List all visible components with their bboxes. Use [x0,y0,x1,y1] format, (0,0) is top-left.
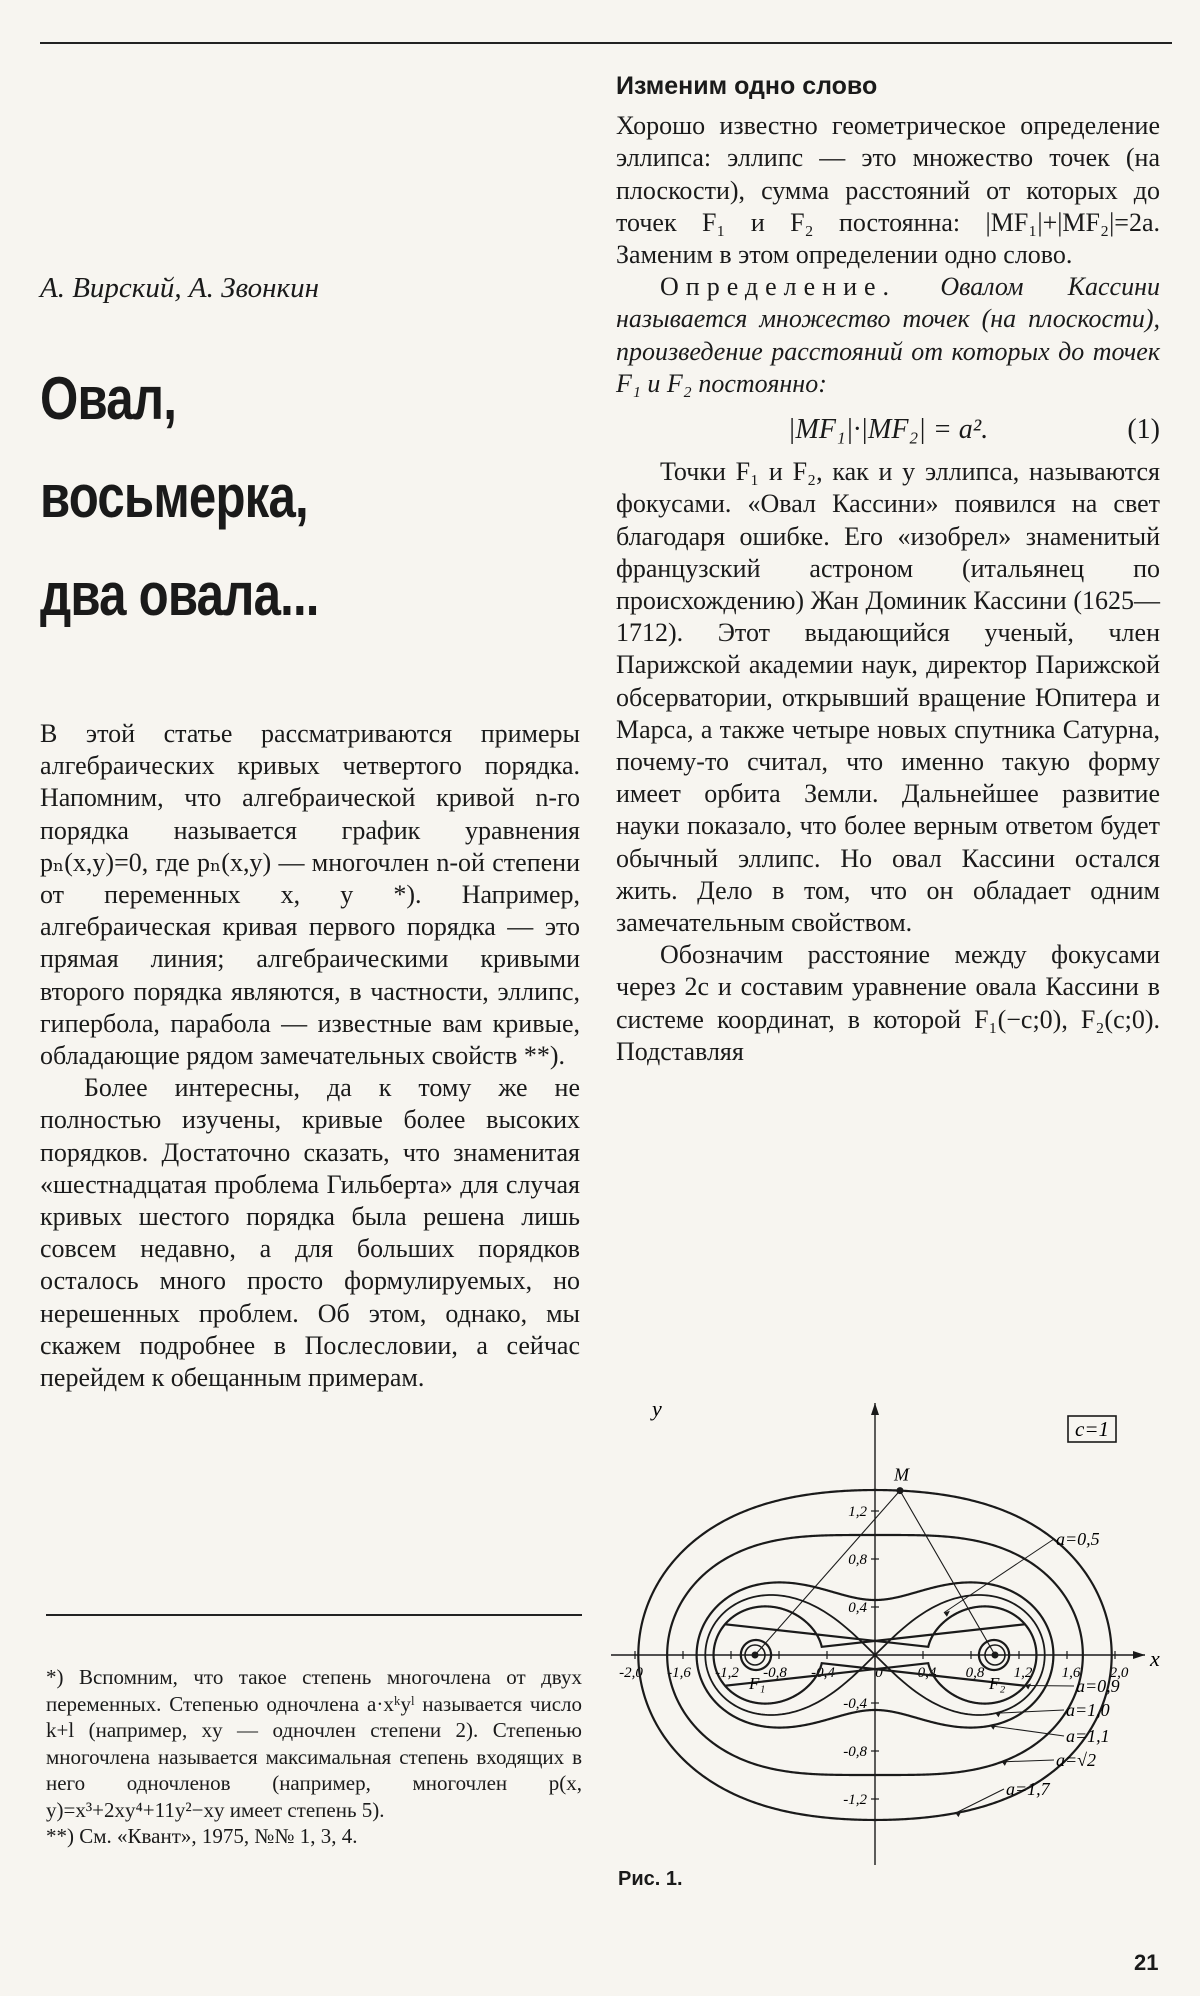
history-paragraph: Точки F₁ и F₂, как и у эллипса, называются фокусами. «Овал Кассини» появился на свет благодаря ошибке. Его «изобрел» знаменитый французский астроном (итальянец по происхождению) Жан Доминик Кассини (1625—1712). Этот выдающийся ученый, член Парижской академии наук, директор Парижской обсерватории, открывший вращение Юпитера и Марса, а также четыре новых спутника Сатурна, почему-то считал, что именно такую форму имеет орбита Земли. Дальнейшее развитие науки показало, что более верным ответом будет обычный эллипс. Но овал Кассини остался жить. Дело в том, что он обладает одним замечательным свойством. [616,457,1160,938]
y-tick-label: 0,4 [848,1600,867,1616]
x-tick-label: 0,4 [917,1665,937,1681]
cassini-ovals-figure [590,1380,1190,1880]
x-tick-label: 1,2 [1013,1665,1033,1681]
y-tick-label: 1,2 [848,1504,867,1520]
segment-MF1 [755,1491,900,1655]
definition-label: Определение. [660,272,897,302]
footnote-rule [46,1614,582,1616]
curve-label: a=√2 [1056,1750,1097,1770]
article-title [40,350,319,644]
equation-paragraph: Обозначим расстояние между фокусами через 2c и составим уравнение овала Кассини в системе координат, в которой F₁(−c;0), F₂(c;0). Подставляя [616,940,1160,1066]
point-M [896,1487,903,1494]
y-axis-label: y [652,1396,662,1421]
section-heading: Изменим одно слово [616,72,878,100]
focus-label: F₂ [989,1674,1006,1693]
x-tick-label: 1,6 [1061,1665,1081,1681]
title-line-3: два овала... [40,561,319,628]
definition-text: Овалом Кассини называется множество точек (на плоскости), произведение расстояний от которых до точек F₁ и F₂ постоянно: [616,272,1160,398]
x-tick-label: 2,0 [1109,1665,1129,1681]
title-line-1: Овал, [40,365,177,432]
page-number: 21 [1134,1950,1159,1975]
y-tick-label: -0,4 [843,1696,867,1712]
c-label: c=1 [1075,1417,1109,1441]
y-tick-label: 0,8 [848,1552,867,1568]
curve-label: a=0,5 [1056,1529,1100,1549]
footnotes [46,1664,582,1850]
curve-label: a=1,1 [1066,1726,1110,1746]
x-tick-label: 0,8 [965,1665,985,1681]
x-tick-label: -2,0 [619,1665,643,1681]
top-rule [40,42,1172,44]
x-tick-label: -0,4 [811,1665,835,1681]
x-tick-label: -0,8 [763,1665,787,1681]
left-column [40,718,580,1394]
x-axis-arrow [1133,1651,1145,1659]
curve-label: a=0,9 [1076,1676,1120,1696]
y-tick-label: -1,2 [843,1792,867,1808]
figure-content [611,1396,1160,1865]
x-tick-label: -1,6 [667,1665,691,1681]
curve-label: a=1,0 [1066,1700,1110,1720]
intro-paragraph: В этой статье рассматриваются примеры алгебраических кривых четвертого порядка. Напомним, что алгебраической кривой n-го порядка называется график уравнения pₙ(x,y)=0, где pₙ(x,y) — многочлен n-ой степени от переменных x, y *). Например, алгебраическая кривая первого порядка — это прямая линия; алгебраическими кривыми второго порядка являются, в частности, эллипс, гипербола, парабола — известные вам кривые, обладающие рядом замечательных свойств **). [40,719,580,1071]
footnote-2: **) См. «Квант», 1975, №№ 1, 3, 4. [46,1824,358,1848]
figure-caption: Рис. 1. [618,1868,683,1890]
focus-label: F₁ [749,1674,766,1693]
leader-line [1002,1760,1054,1762]
second-paragraph: Более интересны, да к тому же не полностью изучены, кривые более высоких порядков. Достаточно сказать, что знаменитая «шестнадцатая проблема Гильберта» для случая кривых шестого порядка была решена лишь совсем недавно, а для больших порядков осталось много просто формулируемых, но нерешенных проблем. Об этом, однако, мы скажем подробнее в Послесловии, а сейчас перейдем к обещанным примерам. [40,1073,580,1393]
formula-text: |MF₁|·|MF₂| = a². [787,414,989,446]
definition-paragraph [616,271,1160,400]
footnote-1: *) Вспомним, что такое степень многочлена от двух переменных. Степенью одночлена a·xᵏyˡ называется число k+l (например, xy — одночлен степени 2). Степенью многочлена называется максимальная степень входящих в него одночленов (например, многочлен p(x, y)=x³+2xy⁴+11y²−xy имеет степень 5). [46,1665,582,1822]
x-tick-label: -1,2 [715,1665,739,1681]
leader-line [1025,1685,1074,1686]
x-axis-label: x [1150,1646,1160,1671]
authors: А. Вирский, А. Звонкин [40,272,319,304]
ellipse-paragraph: Хорошо известно геометрическое определение эллипса: эллипс — это множество точек (на плоскости), сумма расстояний от которых до точек F₁ и F₂ постоянна: |MF₁|+|MF₂|=2a. Заменим в этом определении одно слово. [616,111,1160,270]
curve-label: a=1,7 [1006,1779,1050,1799]
formula-number: (1) [1127,414,1160,446]
x-tick-label: 0 [875,1665,883,1681]
segment-MF2 [900,1491,995,1655]
y-tick-label: -0,8 [843,1744,867,1760]
title-line-2: восьмерка, [40,463,308,530]
point-M-label: M [893,1464,909,1485]
leader-line [944,1539,1054,1613]
formula-1 [616,414,1160,446]
y-axis-arrow [871,1403,879,1415]
right-column [616,70,1160,1068]
